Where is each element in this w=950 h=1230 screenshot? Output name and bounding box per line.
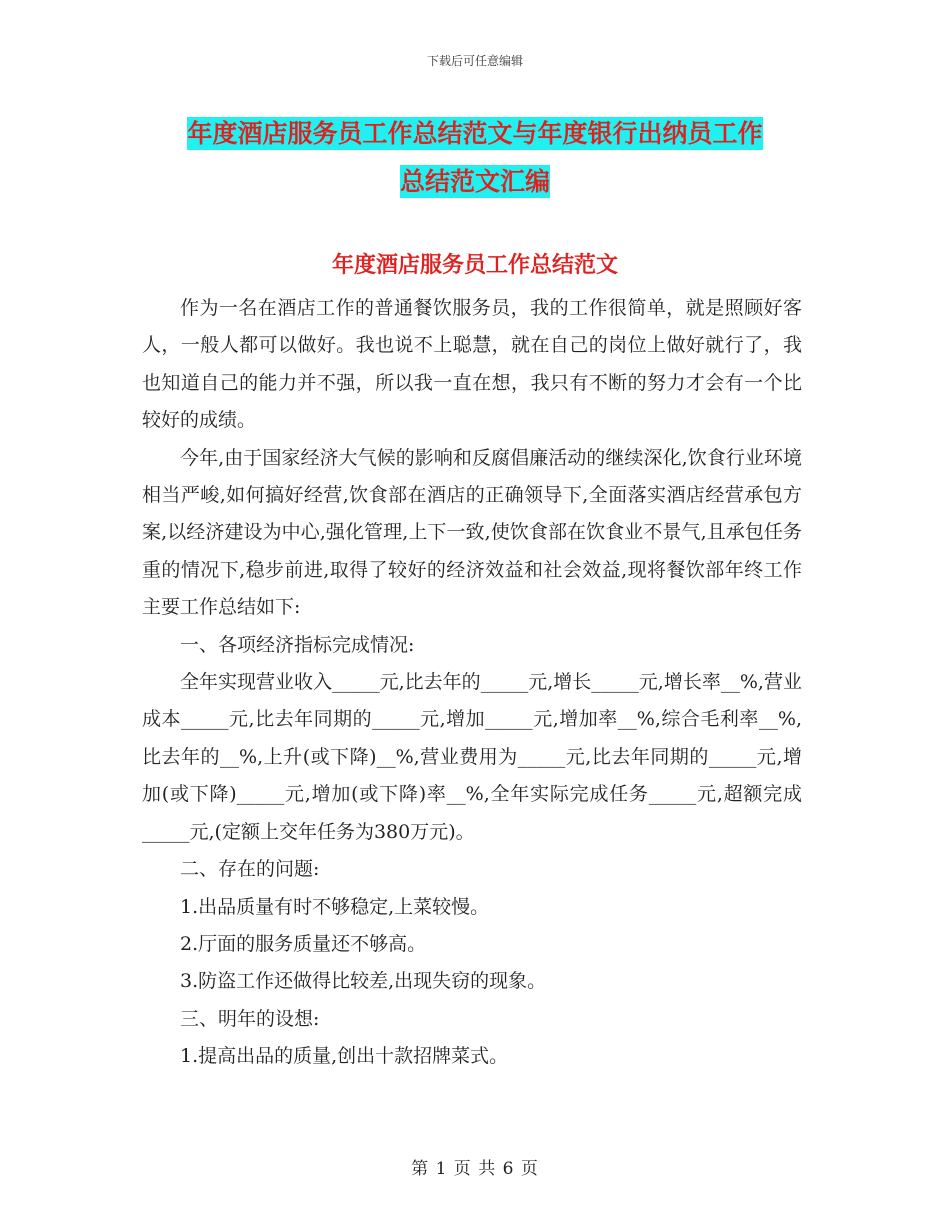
title-line-2: 总结范文汇编 xyxy=(399,167,550,196)
heading-problems: 二、存在的问题: xyxy=(180,858,320,881)
problem-item-3: 3.防盗工作还做得比较差,出现失窃的现象。 xyxy=(180,970,547,993)
problem-item-1: 1.出品质量有时不够稳定,上菜较慢。 xyxy=(180,895,490,918)
header-note: 下载后可任意编辑 xyxy=(426,54,523,68)
plan-item-1: 1.提高出品的质量,创出十款招牌菜式。 xyxy=(180,1045,509,1068)
heading-plans: 三、明年的设想: xyxy=(180,1007,320,1030)
heading-indicators: 一、各项经济指标完成情况: xyxy=(180,633,415,656)
paragraph-overview: 今年,由于国家经济大气候的影响和反腐倡廉活动的继续深化,饮食行业环境相当严峻,如何搞好经营,饮食部在酒店的正确领导下,全面落实酒店经营承包方案,以经济建设为中心,强化管理,上下一致,使饮食部在饮食业不景气,且承包任务重的情况下,稳步前进,取得了较好的经济效益和社会效益,现将餐饮部年终工作主要工作总结如下: xyxy=(142,446,802,619)
paragraph-indicators: 全年实现营业收入_____元,比去年的_____元,增长_____元,增长率__%,营业成本_____元,比去年同期的_____元,增加_____元,增加率__%,综合毛利率__%,比去年的__%,上升(或下降)__%,营业费用为_____元,比去年同期的_____元,增加(或下降)_____元,增加(或下降)率__%,全年实际完成任务_____元,超额完成_____元,(定额上交年任务为380万元)。 xyxy=(142,671,802,843)
problem-item-2: 2.厅面的服务质量还不够高。 xyxy=(180,932,427,955)
document-title xyxy=(0,110,950,206)
title-line-1: 年度酒店服务员工作总结范文与年度银行出纳员工作 xyxy=(187,119,763,148)
section-title: 年度酒店服务员工作总结范文 xyxy=(331,252,618,278)
body-text xyxy=(142,290,802,1076)
paragraph-intro: 作为一名在酒店工作的普通餐饮服务员，我的工作很简单，就是照顾好客人，一般人都可以做好。我也说不上聪慧，就在自己的岗位上做好就行了，我也知道自己的能力并不强，所以我一直在想，我只有不断的努力才会有一个比较好的成绩。 xyxy=(142,297,802,432)
page-footer: 第 1 页 共 6 页 xyxy=(411,1159,539,1179)
